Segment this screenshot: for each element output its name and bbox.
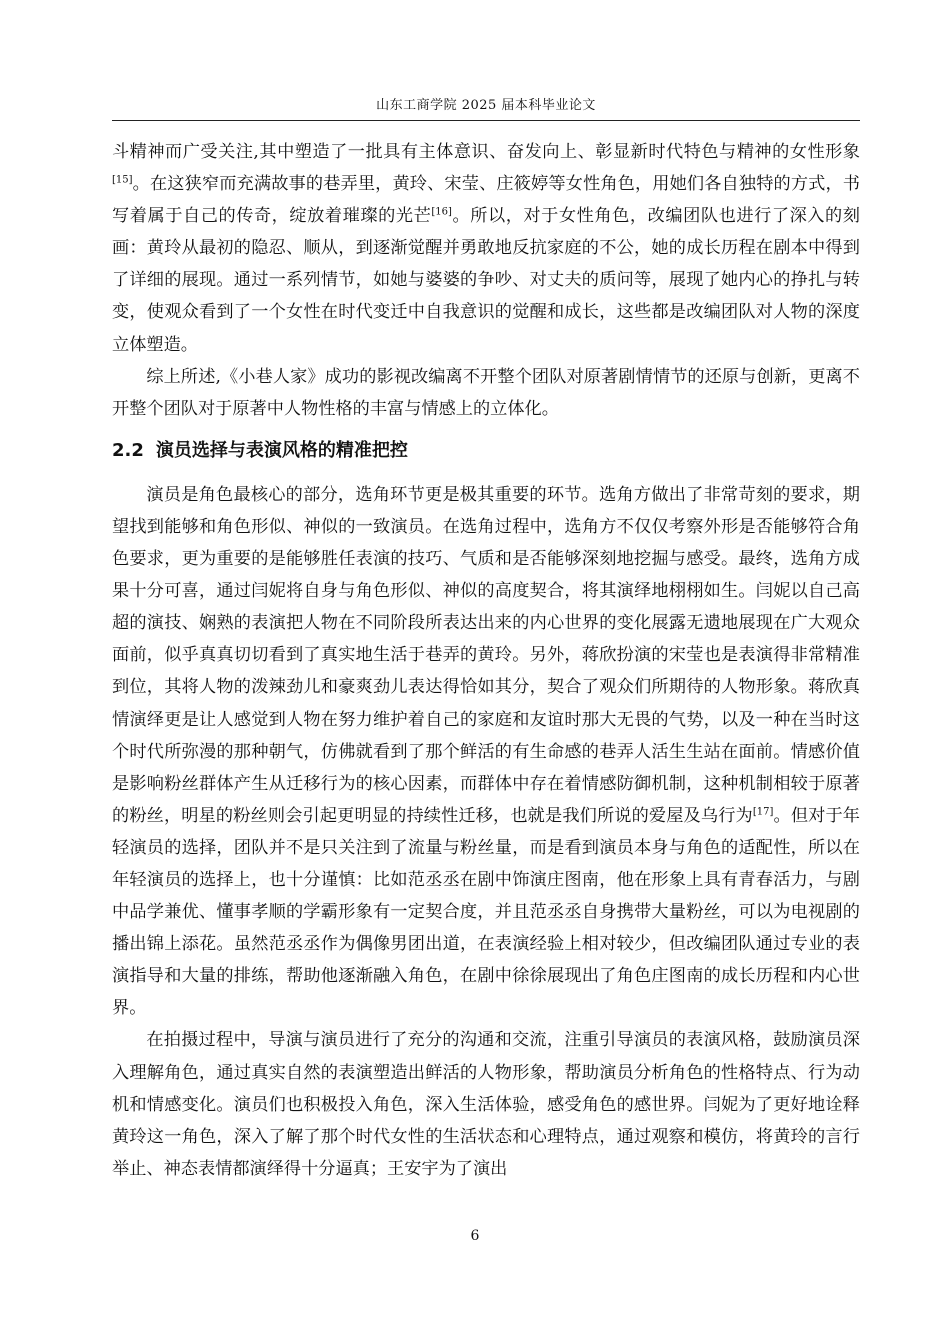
paragraph-text: 。但对于年轻演员的选择，团队并不是只关注到了流量与粉丝量，而是看到演员本身与角色的适配性，所以在年轻演员的选择上，也十分谨慎：比如范丞丞在剧中饰演庄图南，他在形象上具有青春活力，与剧中品学兼优、懂事孝顺的学霸形象有一定契合度，并且范丞丞自身携带大量粉丝，可以为电视剧的播出锦上添花。虽然范丞丞作为偶像男团出道，在表演经验上相对较少，但改编团队通过专业的表演指导和大量的排练，帮助他逐渐融入角色，在剧中徐徐展现出了角色庄图南的成长历程和内心世界。 — [112, 805, 860, 1019]
page-number: 6 — [470, 1228, 480, 1244]
body-text — [112, 136, 860, 1185]
section-heading — [112, 431, 860, 471]
section-title: 演员选择与表演风格的精准把控 — [155, 439, 408, 461]
section-number: 2.2 — [112, 439, 144, 461]
paragraph-summary: 综上所述,《小巷人家》成功的影视改编离不开整个团队对原著剧情情节的还原与创新，更离不开整个团队对于原著中人物性格的丰富与情感上的立体化。 — [112, 366, 860, 419]
page-header — [112, 98, 860, 121]
paragraph-casting — [112, 479, 860, 1025]
citation-17: [17] — [752, 806, 774, 818]
citation-15: [15] — [112, 174, 133, 186]
citation-16: [16] — [431, 206, 452, 218]
header-title: 山东工商学院 2025 届本科毕业论文 — [376, 98, 596, 113]
paragraph-text: 。所以，对于女性角色，改编团队也进行了深入的刻画：黄玲从最初的隐忍、顺从，到逐渐觉醒并勇敢地反抗家庭的不公，她的成长历程在剧本中得到了详细的展现。通过一系列情节，如她与婆婆的争吵、对丈夫的质问等，展现了她内心的挣扎与转变，使观众看到了一个女性在时代变迁中自我意识的觉醒和成长，这些都是改编团队对人物的深度立体塑造。 — [112, 206, 860, 355]
paragraph-text: 斗精神而广受关注,其中塑造了一批具有主体意识、奋发向上、彰显新时代特色与精神的女性形象 — [112, 142, 860, 162]
paragraph-text: 。在这狭窄而充满故事的巷弄里，黄玲、宋莹、庄筱婷等女性角色，用她们各自独特的方式，书写着属于自己的传奇，绽放着璀璨的光芒 — [112, 174, 860, 227]
paragraph-female-characters — [112, 136, 860, 361]
paragraph-filming: 在拍摄过程中，导演与演员进行了充分的沟通和交流，注重引导演员的表演风格，鼓励演员深入理解角色，通过真实自然的表演塑造出鲜活的人物形象，帮助演员分析角色的性格特点、行为动机和情感变化。演员们也积极投入角色，深入生活体验，感受角色的感世界。闫妮为了更好地诠释黄玲这一角色，深入了解了那个时代女性的生活状态和心理特点，通过观察和模仿，将黄玲的言行举止、神态表情都演绎得十分逼真；王安宇为了演出 — [112, 1030, 860, 1179]
paragraph-text: 演员是角色最核心的部分，选角环节更是极其重要的环节。选角方做出了非常苛刻的要求，期望找到能够和角色形似、神似的一致演员。在选角过程中，选角方不仅仅考察外形是否能够符合角色要求，更为重要的是能够胜任表演的技巧、气质和是否能够深刻地挖掘与感受。最终，选角方成果十分可喜，通过闫妮将自身与角色形似、神似的高度契合，将其演绎地栩栩如生。闫妮以自己高超的演技、娴熟的表演把人物在不同阶段所表达出来的内心世界的变化展露无遗地展现在广大观众面前，似乎真真切切看到了真实地生活于巷弄的黄玲。另外，蒋欣扮演的宋莹也是表演得非常精准到位，其将人物的泼辣劲儿和豪爽劲儿表达得恰如其分，契合了观众们所期待的人物形象。蒋欣真情演绎更是让人感觉到人物在努力维护着自己的家庭和友谊时那大无畏的气势，以及一种在当时这个时代所弥漫的那种朝气，仿佛就看到了那个鲜活的有生命感的巷弄人活生生站在面前。情感价值是影响粉丝群体产生从迁移行为的核心因素，而群体中存在着情感防御机制，这种机制相较于原著的粉丝，明星的粉丝则会引起更明显的持续性迁移，也就是我们所说的爱屋及乌行为 — [112, 484, 860, 826]
